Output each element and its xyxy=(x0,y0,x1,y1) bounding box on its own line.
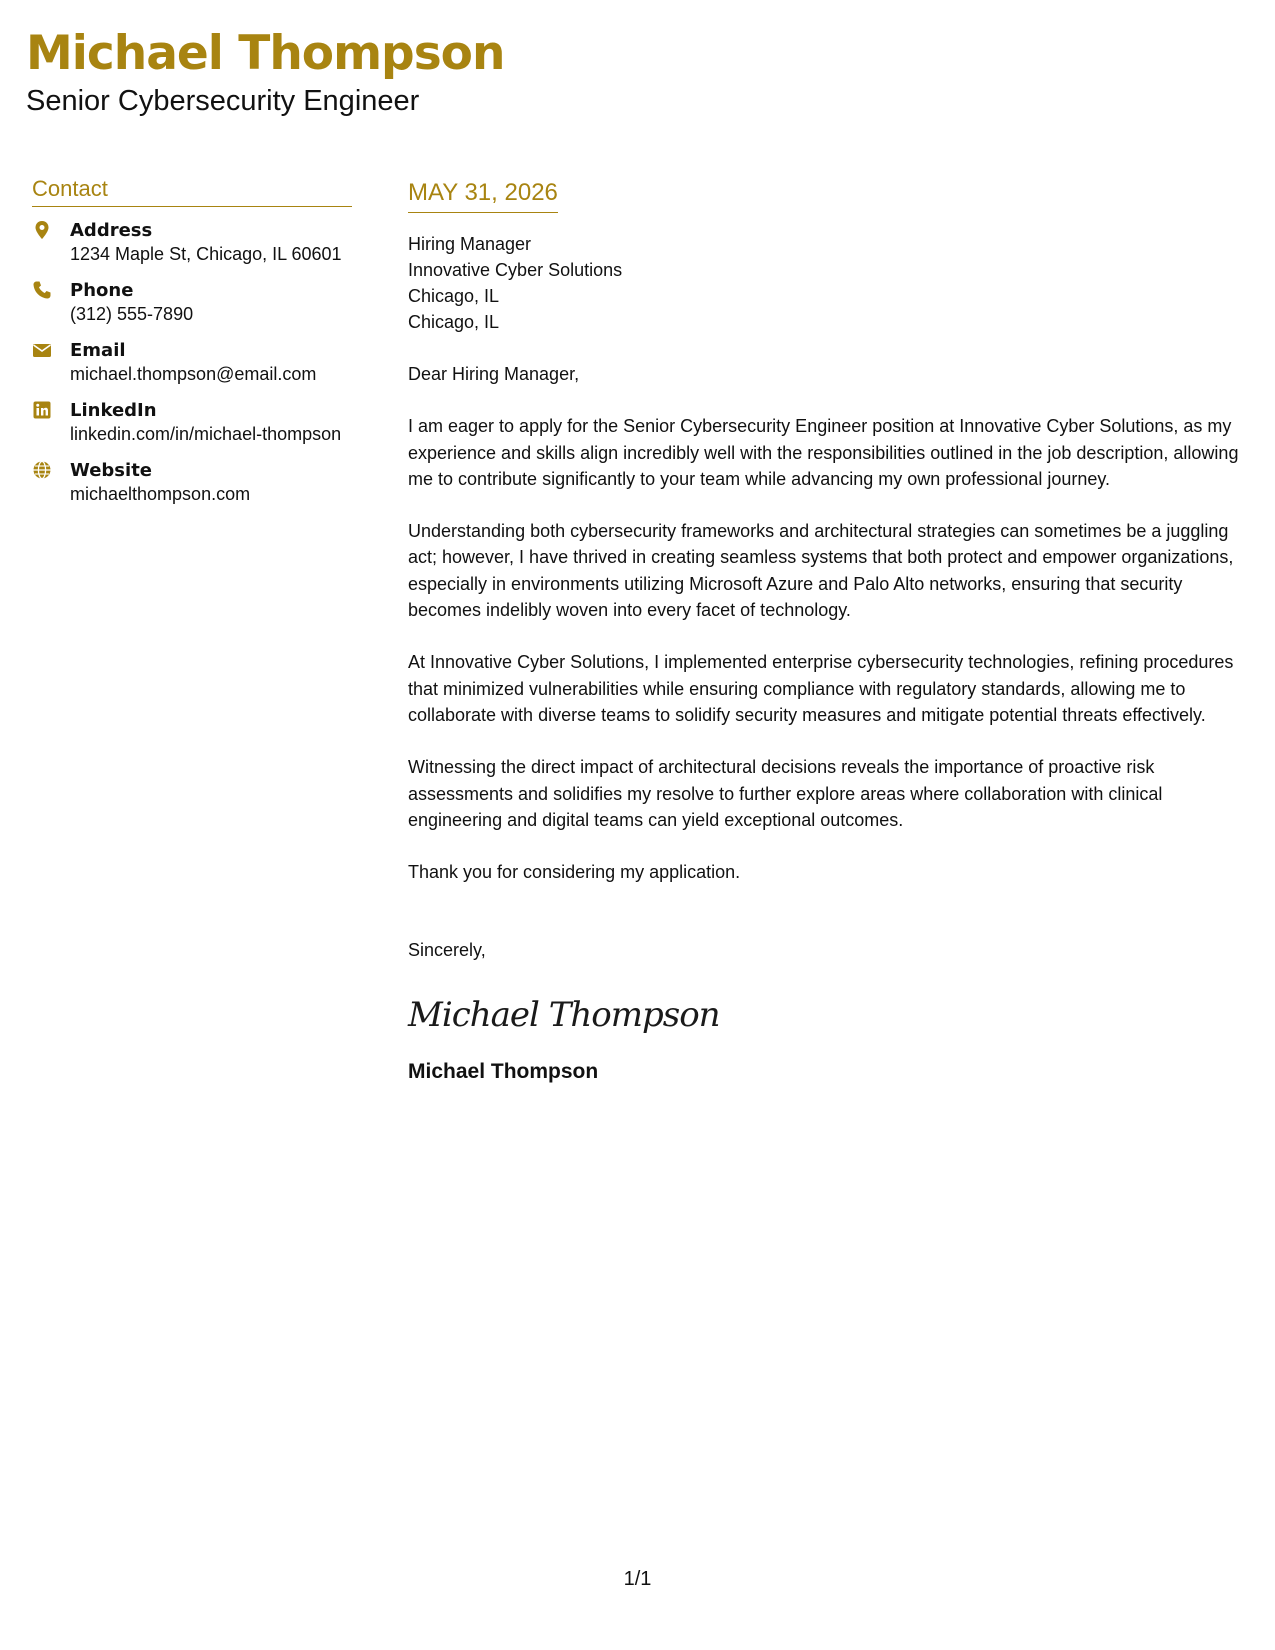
contact-sidebar xyxy=(32,176,352,519)
signer-name: Michael Thompson xyxy=(408,1059,599,1083)
body-paragraph: Witnessing the direct impact of architectural decisions reveals the importance of proactive risk assessments and solidifies my resolve to further explore areas where collaboration with clinical engineering and digital teams can yield exceptional outcomes. xyxy=(408,757,1163,830)
header xyxy=(26,26,504,118)
contact-item-linkedin xyxy=(32,399,352,446)
linkedin-icon xyxy=(32,399,70,420)
contact-label: Phone xyxy=(70,280,134,301)
contact-label: LinkedIn xyxy=(70,400,157,421)
recipient-line: Innovative Cyber Solutions xyxy=(408,260,623,280)
envelope-icon xyxy=(32,339,70,360)
date-block xyxy=(408,178,558,213)
handwritten-signature: Michael Thompson xyxy=(408,994,720,1035)
recipient-block xyxy=(408,231,1248,335)
map-pin-icon xyxy=(32,219,70,240)
address-value: 1234 Maple St, Chicago, IL 60601 xyxy=(70,244,342,264)
applicant-name: Michael Thompson xyxy=(26,26,505,81)
contact-item-website xyxy=(32,459,352,506)
website-value[interactable]: michaelthompson.com xyxy=(70,484,251,504)
contact-item-phone xyxy=(32,279,352,326)
closing: Sincerely, xyxy=(408,940,486,961)
email-value[interactable]: michael.thompson@email.com xyxy=(70,364,317,384)
contact-item-email xyxy=(32,339,352,386)
body-paragraph: I am eager to apply for the Senior Cybersecurity Engineer position at Innovative Cyber Solutions, as my experience and skills align incredibly well with the responsibilities outlined in the job description, allowing me to contribute significantly to your team while advancing my own professional journey. xyxy=(408,416,1239,489)
body-paragraph: Thank you for considering my application. xyxy=(408,862,741,883)
body-paragraph: At Innovative Cyber Solutions, I implemented enterprise cybersecurity technologies, refining procedures that minimized vulnerabilities while ensuring compliance with regulatory standards, allowing me to collaborate with diverse teams to solidify security measures and mitigate potential threats effectively. xyxy=(408,652,1234,725)
contact-label: Website xyxy=(70,460,153,481)
applicant-title: Senior Cybersecurity Engineer xyxy=(26,85,420,117)
recipient-line: Chicago, IL xyxy=(408,312,500,332)
contact-label: Address xyxy=(70,220,153,241)
globe-icon xyxy=(32,459,70,480)
contact-label: Email xyxy=(70,340,126,361)
phone-icon xyxy=(32,279,70,300)
page-number: 1/1 xyxy=(623,1568,652,1590)
recipient-line: Hiring Manager xyxy=(408,234,532,254)
contact-heading: Contact xyxy=(32,176,352,207)
contact-item-address xyxy=(32,219,352,266)
body-paragraph: Understanding both cybersecurity frameworks and architectural strategies can sometimes be a juggling act; however, I have thrived in creating seamless systems that both protect and empower organizations, especially in environments utilizing Microsoft Azure and Palo Alto networks, ensuring that security becomes indelibly woven into every facet of technology. xyxy=(408,521,1234,621)
salutation: Dear Hiring Manager, xyxy=(408,364,580,384)
recipient-line: Chicago, IL xyxy=(408,286,500,306)
letter-date: MAY 31, 2026 xyxy=(408,179,558,206)
phone-value: (312) 555-7890 xyxy=(70,304,194,324)
letter-body xyxy=(408,178,1248,1086)
contact-list xyxy=(32,219,352,506)
linkedin-value[interactable]: linkedin.com/in/michael-thompson xyxy=(70,424,342,444)
